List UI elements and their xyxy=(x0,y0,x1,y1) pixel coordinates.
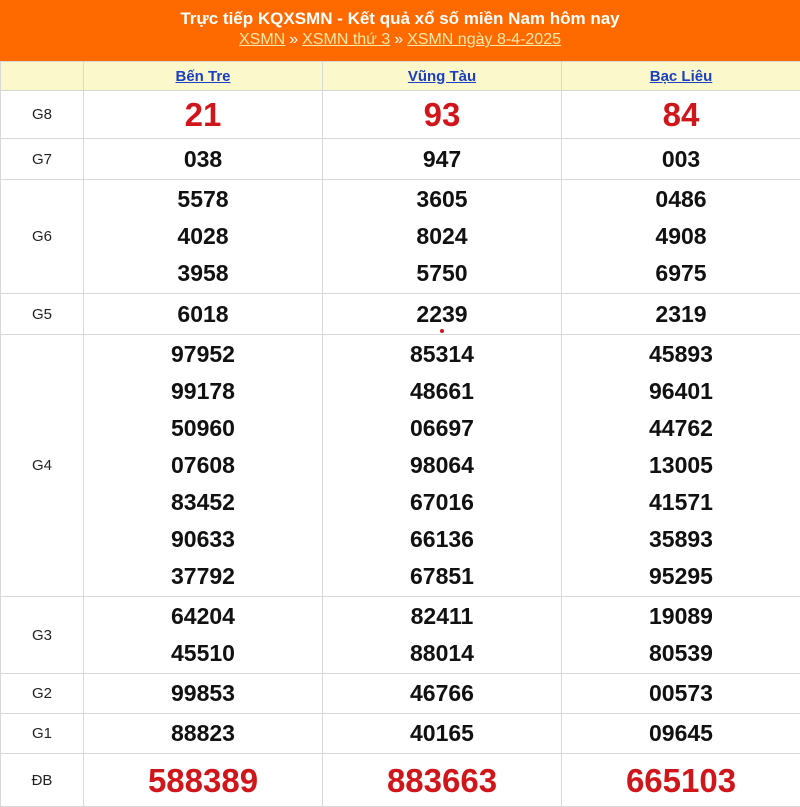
prize-number: 07608 xyxy=(84,447,322,484)
prize-number: 67016 xyxy=(323,484,561,521)
prize-cell-ben-tre xyxy=(84,180,323,294)
prize-label: G1 xyxy=(1,714,84,754)
prize-label: G5 xyxy=(1,294,84,335)
prize-label: G2 xyxy=(1,674,84,714)
prize-cell-bac-lieu xyxy=(562,294,800,335)
prize-number: 038 xyxy=(84,141,322,178)
prize-cell-ben-tre xyxy=(84,597,323,674)
prize-number: 67851 xyxy=(323,558,561,595)
prize-number: 6975 xyxy=(562,255,800,292)
prize-number: 2239 xyxy=(323,296,561,333)
prize-number: 90633 xyxy=(84,521,322,558)
prize-number: 88014 xyxy=(323,635,561,672)
prize-cell-vung-tau xyxy=(323,91,562,139)
prize-cell-vung-tau xyxy=(323,754,562,807)
prize-number: 21 xyxy=(84,96,322,133)
province-link-ben-tre[interactable]: Bến Tre xyxy=(175,68,230,85)
prize-cell-bac-lieu xyxy=(562,674,800,714)
prize-number: 95295 xyxy=(562,558,800,595)
prize-number: 883663 xyxy=(323,762,561,799)
prize-label: G3 xyxy=(1,597,84,674)
prize-label: G8 xyxy=(1,91,84,139)
breadcrumb-xsmn-date[interactable]: XSMN ngày 8-4-2025 xyxy=(407,31,561,48)
prize-number: 37792 xyxy=(84,558,322,595)
breadcrumb-separator: » xyxy=(394,31,403,48)
results-table xyxy=(0,61,800,807)
prize-number: 46766 xyxy=(323,675,561,712)
prize-cell-vung-tau xyxy=(323,597,562,674)
prize-number: 003 xyxy=(562,141,800,178)
prize-number: 82411 xyxy=(323,598,561,635)
prize-rows xyxy=(1,91,800,807)
page-title: Trực tiếp KQXSMN - Kết quả xổ số miền Nam hôm nay xyxy=(0,8,800,30)
prize-number: 44762 xyxy=(562,410,800,447)
prize-number: 19089 xyxy=(562,598,800,635)
prize-number: 45510 xyxy=(84,635,322,672)
prize-number: 4028 xyxy=(84,218,322,255)
province-header-row xyxy=(1,62,800,91)
prize-row-4 xyxy=(1,294,800,335)
prize-label: G6 xyxy=(1,180,84,294)
prize-row-3 xyxy=(1,180,800,294)
prize-row-5 xyxy=(1,335,800,597)
prize-cell-ben-tre xyxy=(84,754,323,807)
prize-number: 98064 xyxy=(323,447,561,484)
province-header-bac-lieu xyxy=(562,62,800,91)
prize-cell-bac-lieu xyxy=(562,335,800,597)
prize-cell-bac-lieu xyxy=(562,139,800,180)
prize-cell-ben-tre xyxy=(84,674,323,714)
prize-number: 5578 xyxy=(84,181,322,218)
prize-number: 80539 xyxy=(562,635,800,672)
prize-number: 09645 xyxy=(562,715,800,752)
prize-number: 4908 xyxy=(562,218,800,255)
prize-number: 50960 xyxy=(84,410,322,447)
prize-number: 96401 xyxy=(562,373,800,410)
prize-number: 947 xyxy=(323,141,561,178)
prize-number: 84 xyxy=(562,96,800,133)
prize-number: 35893 xyxy=(562,521,800,558)
prize-row-8 xyxy=(1,714,800,754)
prize-number: 8024 xyxy=(323,218,561,255)
prize-number: 48661 xyxy=(323,373,561,410)
prize-number: 97952 xyxy=(84,336,322,373)
prize-cell-bac-lieu xyxy=(562,597,800,674)
prize-number: 99178 xyxy=(84,373,322,410)
prize-number: 64204 xyxy=(84,598,322,635)
prize-row-7 xyxy=(1,674,800,714)
prize-cell-vung-tau xyxy=(323,714,562,754)
prize-cell-vung-tau xyxy=(323,674,562,714)
prize-number: 13005 xyxy=(562,447,800,484)
prize-number: 45893 xyxy=(562,336,800,373)
prize-label: G7 xyxy=(1,139,84,180)
header-corner-cell xyxy=(1,62,84,91)
prize-cell-ben-tre xyxy=(84,294,323,335)
breadcrumb-xsmn-thu-3[interactable]: XSMN thứ 3 xyxy=(302,31,390,48)
prize-number: 40165 xyxy=(323,715,561,752)
prize-number: 588389 xyxy=(84,762,322,799)
prize-cell-bac-lieu xyxy=(562,754,800,807)
prize-label: ĐB xyxy=(1,754,84,807)
province-link-bac-lieu[interactable]: Bạc Liêu xyxy=(650,68,713,85)
prize-number: 2319 xyxy=(562,296,800,333)
breadcrumb-separator: » xyxy=(289,31,298,48)
prize-number: 83452 xyxy=(84,484,322,521)
prize-cell-bac-lieu xyxy=(562,714,800,754)
prize-number: 06697 xyxy=(323,410,561,447)
breadcrumb xyxy=(0,30,800,50)
prize-number: 665103 xyxy=(562,762,800,799)
prize-cell-vung-tau xyxy=(323,335,562,597)
page-header xyxy=(0,0,800,61)
prize-cell-ben-tre xyxy=(84,335,323,597)
breadcrumb-xsmn[interactable]: XSMN xyxy=(239,31,285,48)
prize-number: 85314 xyxy=(323,336,561,373)
prize-number: 3605 xyxy=(323,181,561,218)
prize-cell-ben-tre xyxy=(84,91,323,139)
prize-cell-ben-tre xyxy=(84,714,323,754)
prize-number: 5750 xyxy=(323,255,561,292)
prize-cell-vung-tau xyxy=(323,139,562,180)
prize-number: 6018 xyxy=(84,296,322,333)
prize-row-2 xyxy=(1,139,800,180)
prize-number: 66136 xyxy=(323,521,561,558)
prize-number: 3958 xyxy=(84,255,322,292)
prize-cell-vung-tau xyxy=(323,294,562,335)
prize-cell-ben-tre xyxy=(84,139,323,180)
prize-number: 88823 xyxy=(84,715,322,752)
prize-number: 41571 xyxy=(562,484,800,521)
province-link-vung-tau[interactable]: Vũng Tàu xyxy=(408,68,476,85)
prize-row-1 xyxy=(1,91,800,139)
prize-cell-bac-lieu xyxy=(562,91,800,139)
prize-row-9 xyxy=(1,754,800,807)
prize-cell-vung-tau xyxy=(323,180,562,294)
prize-number: 93 xyxy=(323,96,561,133)
prize-row-6 xyxy=(1,597,800,674)
prize-cell-bac-lieu xyxy=(562,180,800,294)
province-header-ben-tre xyxy=(84,62,323,91)
prize-number: 99853 xyxy=(84,675,322,712)
prize-label: G4 xyxy=(1,335,84,597)
prize-number: 0486 xyxy=(562,181,800,218)
prize-number: 00573 xyxy=(562,675,800,712)
province-header-vung-tau xyxy=(323,62,562,91)
